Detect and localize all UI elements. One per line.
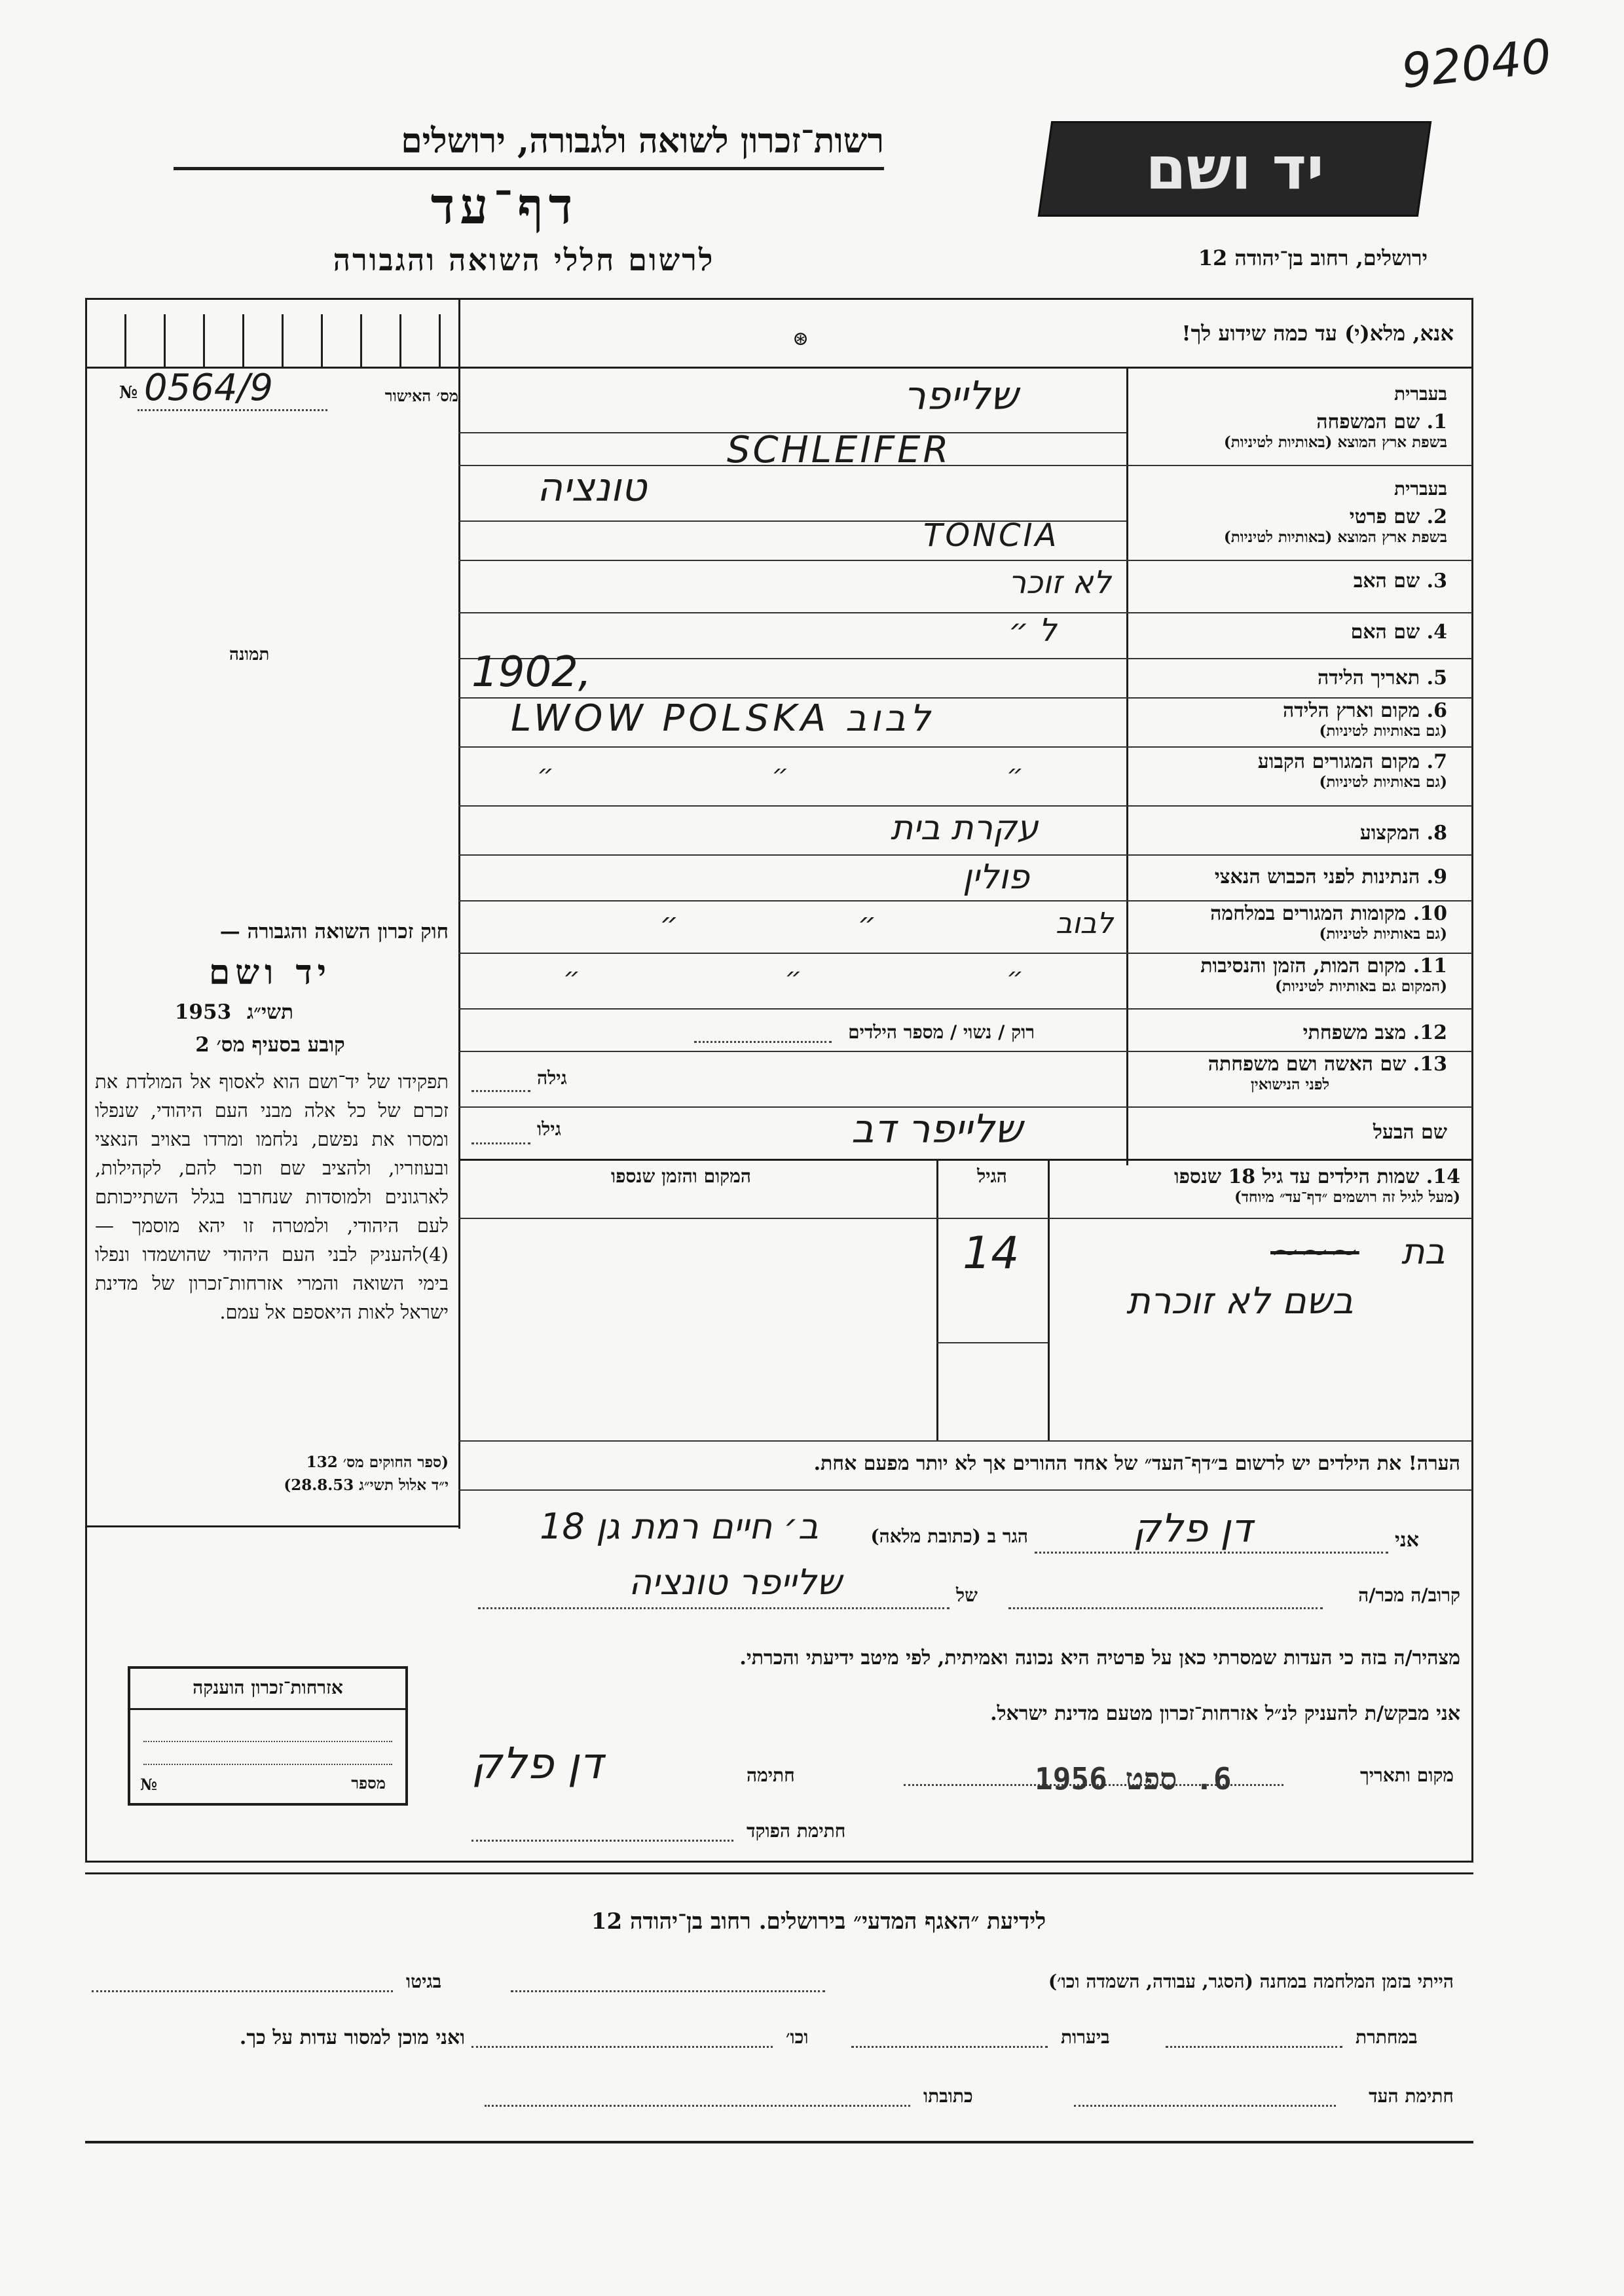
field-label: הנתינות לפני הכבוש הנאצי (1214, 866, 1420, 888)
children-row-line (936, 1342, 1048, 1343)
row-line (458, 854, 1472, 856)
field-residence (1133, 750, 1447, 791)
husband-name-value: שלייפר דב (851, 1106, 1023, 1152)
field-profession (1133, 822, 1447, 845)
row-line (458, 560, 1472, 561)
row-line (458, 953, 1472, 954)
witness-signature-footer-line (1074, 2105, 1336, 2107)
child-name-value: בת (1401, 1231, 1445, 1272)
wife-age-line (471, 1090, 530, 1092)
witness-ani-label: אני (1395, 1529, 1419, 1552)
field-sub-hebrew: בעברית (1393, 478, 1447, 500)
field-label: שם המשפחה (1316, 410, 1420, 433)
law-source-1: (ספר החוקים מס׳ 132 (306, 1453, 449, 1471)
children-note: הערה! את הילדים יש לרשום ב״דף־העד״ של אחד ההורים אך לא יותר מפעם אחת. (813, 1452, 1460, 1475)
field-num: 3. (1426, 570, 1447, 592)
box-line (143, 1741, 392, 1742)
row-line (458, 900, 1472, 902)
stamp-mark-icon: ⊛ (792, 327, 809, 350)
field-sub: (המקום גם באותיות לטיניות) (1275, 977, 1447, 995)
witness-declaration: מצהיר/ה בזה כי העדות שמסרתי כאן על פרטיה היא נכונה ואמיתית, לפי מיטב ידיעתי והכרתי. (739, 1647, 1460, 1669)
etc-line (471, 2046, 773, 2048)
field-father-name (1133, 570, 1447, 592)
field-label: מקום וארץ הלידה (1282, 699, 1420, 722)
field-birth-date (1133, 666, 1447, 689)
field-sub-latin: בשפת ארץ המוצא (באותיות לטיניות) (1223, 528, 1447, 546)
row-line (458, 805, 1472, 807)
field-label: מקום המות, הזמן והנסיבות (1200, 955, 1407, 977)
registration-number: 0564/9 (144, 367, 274, 409)
children-age-header: הגיל (977, 1165, 1007, 1187)
citizenship-value: פולין (963, 858, 1029, 897)
reg-box-divider (360, 314, 362, 367)
logo-text: יד ושם (1145, 134, 1324, 203)
law-year-hebrew: תשי״ג (247, 1000, 293, 1024)
field-label: מקום המגורים הקבוע (1257, 750, 1420, 773)
frame-bottom (85, 1861, 1473, 1863)
label-column-border (1126, 367, 1128, 1165)
children-header-sub: (מעל לגיל זה רושמים ״דף־עד״ מיוחד) (1234, 1188, 1460, 1206)
form-prompt: אנא, מלא(י) עד כמה שידוע לך! (1181, 321, 1454, 346)
reg-box-divider (439, 314, 441, 367)
reg-box-divider (399, 314, 401, 367)
husband-age-label: גילו (537, 1118, 561, 1140)
field-label: שם הבעל (1373, 1121, 1447, 1144)
child-name-crossed: ~~~ (1270, 1231, 1359, 1272)
witness-address-label: הגר ב (כתובת מלאה) (870, 1525, 1028, 1547)
field-sub: (גם באותיות לטיניות) (1319, 722, 1447, 740)
org-underline (174, 167, 884, 170)
field-wartime-residence (1133, 902, 1447, 943)
law-section: קובע בסעיף מס׳ 2 (195, 1033, 345, 1057)
children-header-label: שמות הילדים עד גיל 18 שנספו (1173, 1165, 1420, 1188)
form-title: דף־עד (430, 177, 578, 235)
field-num: 13. (1412, 1053, 1447, 1076)
victim-name-line (478, 1607, 950, 1609)
citizenship-request: אני מבקש/ת להעניק לנ״ל אזרחות־זכרון מטעם מדינת ישראל. (990, 1702, 1460, 1725)
box-number-label: מספר (351, 1774, 386, 1793)
children-col-border (1048, 1159, 1050, 1440)
footer-bottom-line (85, 2141, 1473, 2143)
field-num: 8. (1426, 822, 1447, 845)
forests-label: ביערות (1061, 2026, 1110, 2048)
camp-line (511, 1990, 825, 1992)
witness-of-label: של (956, 1584, 978, 1606)
children-count-line (694, 1041, 832, 1043)
clerk-signature-label: חתימת הפוקד (747, 1820, 846, 1842)
row-line (458, 1159, 1472, 1161)
wife-age-label: גילה (537, 1067, 567, 1089)
testimony-offer: ואני מוכן למסור עדות על כך. (239, 2026, 465, 2049)
law-year: 1953 (174, 1000, 232, 1024)
row-line (458, 746, 1472, 748)
mother-name-value: ל ״ (1008, 612, 1057, 649)
field-sub-latin: בשפת ארץ המוצא (באותיות לטיניות) (1223, 433, 1447, 451)
field-marital-status (1133, 1021, 1447, 1044)
reg-box-divider (124, 314, 126, 367)
residence-value: ״ ״ ״ (537, 759, 1024, 790)
frame-left (85, 298, 87, 1863)
field-first-name (1133, 478, 1447, 546)
reg-box-divider (164, 314, 166, 367)
underground-line (1166, 2046, 1342, 2048)
field-label: מקומות המגורים במלחמה (1210, 902, 1407, 925)
box-no-mark: № (140, 1775, 158, 1794)
footer-separator (85, 1872, 1473, 1874)
children-header-line (458, 1218, 1472, 1219)
field-num: 2. (1426, 505, 1447, 528)
witness-name-line (1035, 1552, 1388, 1554)
place-of-death-value: ״ ״ ״ (563, 962, 1024, 993)
clerk-signature-line (471, 1840, 733, 1842)
address: ירושלים, רחוב בן־יהודה 12 (1198, 246, 1428, 270)
field-num: 9. (1426, 866, 1447, 888)
box-title: אזרחות־זכרון הוענקה (193, 1677, 343, 1698)
reg-no-mark: № (119, 383, 138, 403)
field-label: שם האשה ושם משפחתה (1208, 1053, 1407, 1076)
husband-age-line (471, 1142, 530, 1144)
first-name-latin-value: TONCIA (923, 517, 1060, 554)
field-label: שם פרטי (1349, 505, 1420, 528)
field-num: 14. (1426, 1165, 1460, 1188)
field-label: שם האב (1353, 570, 1420, 592)
field-wife-maiden-name (1133, 1053, 1447, 1093)
profession-value: עקרת בית (891, 809, 1039, 848)
field-citizenship (1133, 866, 1447, 888)
note-bottom-line (458, 1489, 1472, 1491)
field-label: המקצוע (1359, 822, 1420, 845)
wartime-residence-value: לבוב ״ ״ (659, 907, 1113, 940)
etc-label: וכו׳ (786, 2026, 809, 2048)
footer-camp-line: הייתי בזמן המלחמה במחנה (הסגר, עבודה, השמדה וכו׳) (1048, 1971, 1454, 1992)
witness-address-value: ב׳ חיים רמת גן 18 (540, 1506, 819, 1547)
field-sub: לפני הנישואין (1250, 1076, 1330, 1093)
field-sub: (גם באותיות לטיניות) (1319, 773, 1447, 791)
date-stamp: 6. ספט 1956 (1035, 1761, 1232, 1796)
reg-box-divider (282, 314, 284, 367)
child-age-value: 14 (963, 1228, 1020, 1279)
field-label: שם האם (1350, 621, 1420, 644)
law-name: יד ושם (208, 953, 332, 993)
frame-right (1471, 298, 1473, 1863)
witness-signature: דן פלק (471, 1738, 603, 1789)
forests-line (851, 2046, 1048, 2048)
field-num: 4. (1426, 621, 1447, 644)
children-place-header: המקום והזמן שנספו (611, 1165, 751, 1187)
children-names-header (1054, 1165, 1460, 1206)
registration-line (138, 409, 327, 411)
ghetto-line (92, 1990, 393, 1992)
field-num: 5. (1426, 666, 1447, 689)
box-line (143, 1764, 392, 1765)
field-num: 7. (1426, 750, 1447, 773)
footer-title: לידיעת ״האגף המדעי״ בירושלים. רחוב בן־יהודה 12 (591, 1908, 1046, 1935)
witness-name-value: דן פלק (1133, 1506, 1253, 1552)
field-label: מצב משפחתי (1302, 1021, 1407, 1044)
field-birthplace (1133, 699, 1447, 740)
field-num: 11. (1412, 955, 1447, 977)
witness-address-footer-label: כתובתו (923, 2085, 973, 2107)
reg-box-divider (242, 314, 244, 367)
form-subtitle: לרשום חללי השואה והגבורה (333, 242, 715, 278)
citizenship-granted-box (128, 1666, 408, 1806)
registration-label: מס׳ האישור (384, 386, 458, 405)
field-num: 1. (1426, 410, 1447, 433)
yad-vashem-logo (1038, 121, 1432, 217)
law-source-2: י״ד אלול תשי״ג 28.8.53) (284, 1476, 449, 1494)
witness-relation-line (1008, 1607, 1323, 1609)
law-text: תפקידו של יד־ושם הוא לאסוף אל המולדת את זכרם של כל אלה מבני העם היהודי, שנפלו ומסרו את נפשם, נלחמו ומרדו באויב הנאצי ובעוזריו, ולהציב שם וזכר להם, לקהילות, לארגונים ולמוסדות שנחרבו בגלל השתייכותם לעם היהודי, ולמטרה זו יהא מוסמך — (4)להעניק לבני העם היהודי שהושמדו ונפלו בימי השואה והמרי אזרחות־זכרון של מדינת ישראל לאות היאספם אל עמם. (95, 1070, 449, 1323)
place-date-label: מקום ותאריך (1359, 1764, 1454, 1786)
field-sub: (גם באותיות לטיניות) (1319, 925, 1447, 943)
archive-number: 92040 (1399, 28, 1554, 99)
row-line (458, 658, 1472, 659)
children-col-border (936, 1159, 938, 1440)
photo-column-border (458, 298, 460, 1529)
field-place-of-death (1133, 955, 1447, 995)
field-sub-hebrew: בעברית (1393, 383, 1447, 405)
underground-label: במחתרת (1356, 2026, 1418, 2048)
photo-label: תמונה (229, 645, 270, 665)
child-name-note: בשם לא זוכרת (1126, 1280, 1354, 1322)
row-line (458, 1008, 1472, 1010)
field-husband-name (1133, 1121, 1447, 1144)
signature-label: חתימה (747, 1764, 795, 1786)
reg-box-divider (203, 314, 205, 367)
field-num: 10. (1412, 902, 1447, 925)
witness-signature-footer-label: חתימת העד (1369, 2085, 1454, 2107)
ghetto-label: בגיטו (406, 1971, 442, 1992)
frame-top (85, 298, 1473, 300)
field-mother-name (1133, 621, 1447, 644)
birth-date-value: 1902, (471, 648, 592, 697)
witness-relation-label: קרוב/ה מכר/ה (1358, 1584, 1460, 1606)
sidebar-bottom-line (85, 1525, 460, 1527)
family-name-latin-value: SCHLEIFER (727, 429, 951, 471)
victim-name-value: שלייפר טונציה (629, 1561, 842, 1603)
field-family-name (1133, 383, 1447, 451)
marital-status-options: רוק / נשוי / מספר הילדים (848, 1021, 1035, 1043)
field-label: תאריך הלידה (1318, 666, 1420, 689)
organization-line: רשות־זכרון לשואה ולגבורה, ירושלים (401, 121, 884, 161)
row-line (458, 612, 1472, 613)
reg-box-divider (321, 314, 323, 367)
family-name-hebrew-value: שלייפר (904, 373, 1018, 419)
row-line (458, 1051, 1472, 1052)
witness-address-footer-line (485, 2105, 910, 2107)
note-top-line (458, 1440, 1472, 1442)
birthplace-value: LWOW POLSKA לבוב (511, 697, 934, 740)
prompt-row-line (458, 367, 1472, 369)
law-title: חוק זכרון השואה והגבורה — (219, 920, 449, 943)
first-name-hebrew-value: טונציה (537, 465, 647, 511)
field-num: 6. (1426, 699, 1447, 722)
father-name-value: לא זוכר (1008, 564, 1111, 601)
field-num: 12. (1412, 1021, 1447, 1044)
